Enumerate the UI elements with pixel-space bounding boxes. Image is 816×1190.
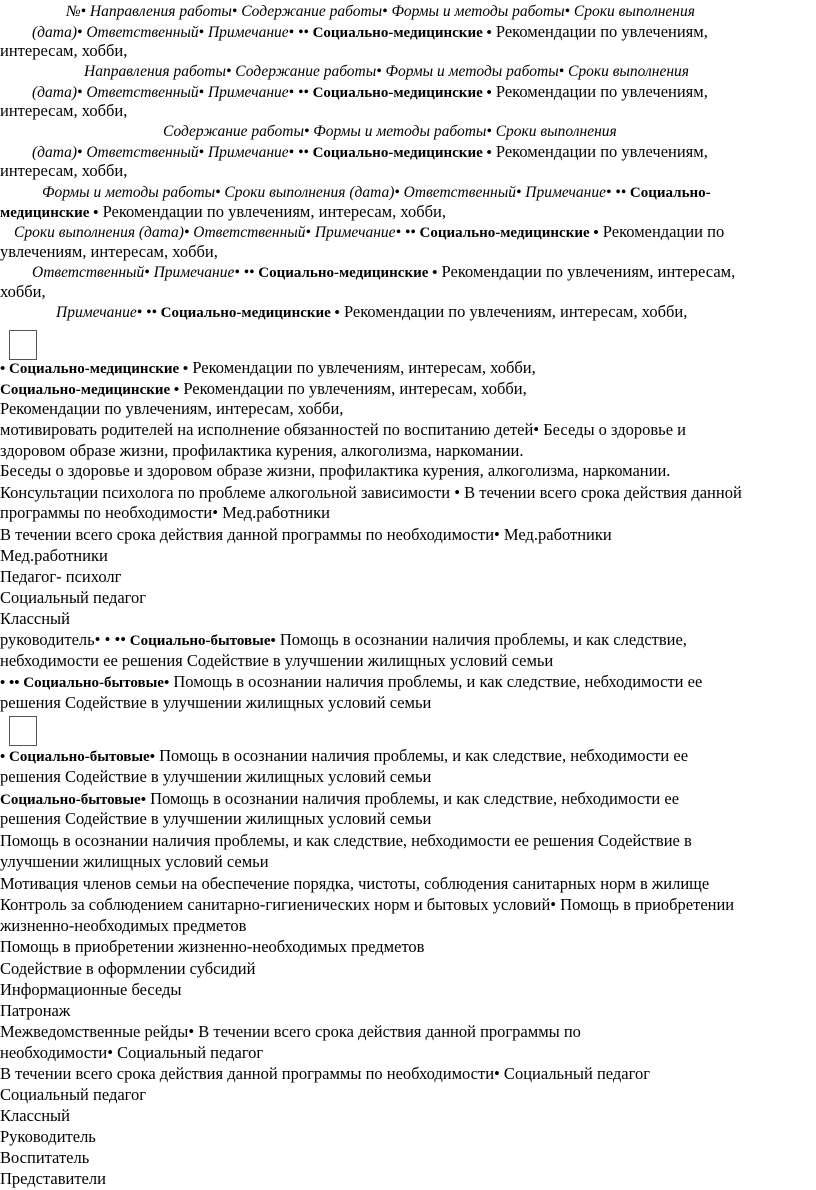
- text-segment: Рекомендации по увлечениям,: [491, 142, 708, 161]
- text-segment: интересам, хобби,: [0, 161, 128, 180]
- text-line: [0, 241, 812, 263]
- text-segment: Социальный педагог: [0, 1085, 147, 1104]
- italic-segment: Формы и методы работы• Сроки выполнения (дата)• Ответственный• Примечание• ••: [42, 184, 627, 201]
- text-line: [0, 398, 812, 420]
- text-line: [0, 545, 812, 567]
- text-segment: программы по необходимости• Мед.работники: [0, 503, 330, 522]
- text-segment: Социальный педагог: [0, 588, 147, 607]
- text-line: [0, 1105, 812, 1127]
- text-line: [0, 587, 812, 609]
- text-segment: Педагог- психолг: [0, 567, 122, 586]
- text-segment: Мед.работники: [0, 546, 108, 565]
- bold-segment: • •• Социально-бытовые•: [0, 675, 170, 691]
- text-line: [0, 830, 812, 852]
- text-line: [0, 502, 812, 524]
- bold-segment: • Социально-бытовые•: [0, 749, 155, 765]
- text-segment: здоровом образе жизни, профилактика курения, алкоголизма, наркомании.: [0, 441, 524, 460]
- text-segment: Беседы о здоровье и здоровом образе жизни, профилактика курения, алкоголизма, наркомании.: [0, 461, 671, 480]
- text-line: [0, 873, 812, 895]
- text-line: [0, 808, 812, 830]
- text-segment: Рекомендации по увлечениям, интересам,: [437, 262, 736, 281]
- text-segment: Помощь в осознании наличия проблемы, и как следствие, небходимости ее: [154, 746, 689, 765]
- text-segment: увлечениям, интересам, хобби,: [0, 242, 218, 261]
- italic-segment: Сроки выполнения (дата)• Ответственный• Примечание• ••: [14, 224, 416, 241]
- text-segment: Консультации психолога по проблеме алкогольной зависимости • В течении всего срока действия данной: [0, 483, 742, 502]
- text-line: [0, 482, 812, 504]
- text-line: [0, 1084, 812, 1106]
- italic-segment: (дата)• Ответственный• Примечание• ••: [32, 24, 309, 41]
- text-line: [0, 100, 812, 122]
- text-segment: решения Содействие в улучшении жилищных условий семьи: [0, 767, 432, 786]
- text-line: [0, 1126, 812, 1148]
- text-line: [0, 160, 812, 182]
- text-segment: хобби,: [0, 282, 46, 301]
- text-segment: Рекомендации по увлечениям, интересам, хобби,: [339, 302, 688, 321]
- text-line: [0, 915, 812, 937]
- text-segment: Контроль за соблюдением санитарно-гигиенических норм и бытовых условий• Помощь в приобретении: [0, 895, 735, 914]
- text-line: [0, 524, 812, 546]
- text-segment: решения Содействие в улучшении жилищных условий семьи: [0, 809, 432, 828]
- bold-segment: Социально-медицинские •: [415, 225, 599, 241]
- text-line: [0, 460, 812, 482]
- bold-segment: медицинские •: [0, 205, 99, 221]
- text-line: [0, 1000, 812, 1022]
- empty-checkbox-1: [9, 330, 37, 360]
- bold-segment: Социально-медицинские •: [254, 265, 438, 281]
- italic-segment: Содержание работы• Формы и методы работы• Сроки выполнения: [163, 123, 617, 140]
- italic-segment: (дата)• Ответственный• Примечание• ••: [32, 144, 309, 161]
- text-line: [0, 650, 812, 672]
- text-segment: Рекомендации по: [598, 222, 725, 241]
- text-line: [0, 958, 812, 980]
- text-segment: Рекомендации по увлечениям,: [491, 82, 708, 101]
- bold-segment: Социально-: [626, 185, 711, 201]
- text-line: [0, 301, 816, 325]
- text-line: [0, 281, 812, 303]
- text-segment: решения Содействие в улучшении жилищных условий семьи: [0, 693, 432, 712]
- text-line: [0, 1147, 812, 1169]
- text-segment: небходимости ее решения Содействие в улучшении жилищных условий семьи: [0, 651, 554, 670]
- text-segment: руководитель• • ••: [0, 630, 127, 649]
- bold-segment: Социально-медицинские •: [0, 382, 180, 398]
- text-line: [0, 766, 812, 788]
- text-segment: Содействие в оформлении субсидий: [0, 959, 256, 978]
- text-line: [0, 851, 812, 873]
- bold-segment: • Социально-медицинские •: [0, 361, 189, 377]
- text-segment: Руководитель: [0, 1127, 96, 1146]
- bold-segment: Социально-медицинские •: [308, 85, 492, 101]
- text-segment: Помощь в осознании наличия проблемы, и как следствие, небходимости ее: [145, 789, 680, 808]
- text-segment: Помощь в осознании наличия проблемы, и как следствие, небходимости ее решения Содействие в: [0, 831, 692, 850]
- bold-segment: Социально-бытовые•: [0, 792, 146, 808]
- text-segment: Рекомендации по увлечениям,: [491, 22, 708, 41]
- text-line: [0, 60, 816, 83]
- text-segment: Информационные беседы: [0, 980, 182, 999]
- text-segment: Рекомендации по увлечениям, интересам, хобби,: [188, 358, 536, 377]
- text-segment: Классный: [0, 609, 70, 628]
- text-segment: Помощь в осознании наличия проблемы, и как следствие, небходимости ее: [169, 672, 703, 691]
- text-segment: В течении всего срока действия данной программы по необходимости• Мед.работники: [0, 525, 612, 544]
- text-segment: В течении всего срока действия данной программы по необходимости• Социальный педагог: [0, 1064, 650, 1083]
- italic-segment: Ответственный• Примечание• ••: [32, 264, 255, 281]
- text-line: [0, 1168, 812, 1190]
- text-segment: интересам, хобби,: [0, 101, 128, 120]
- text-segment: Рекомендации по увлечениям, интересам, хобби,: [179, 379, 527, 398]
- text-segment: Представители: [0, 1169, 106, 1188]
- italic-segment: №• Направления работы• Содержание работы• Формы и методы работы• Сроки выполнения: [66, 3, 695, 20]
- text-line: [0, 440, 812, 462]
- text-line: [0, 979, 812, 1001]
- empty-checkbox-2: [9, 716, 37, 746]
- text-segment: Патронаж: [0, 1001, 71, 1020]
- text-line: [0, 936, 812, 958]
- italic-segment: (дата)• Ответственный• Примечание• ••: [32, 84, 309, 101]
- text-line: [0, 1021, 812, 1043]
- text-segment: Рекомендации по увлечениям, интересам, хобби,: [98, 202, 446, 221]
- bold-segment: Социально-медицинские •: [308, 25, 492, 41]
- bold-segment: Социально-медицинские •: [156, 305, 340, 321]
- text-line: [0, 608, 812, 630]
- text-line: [0, 894, 812, 916]
- text-segment: мотивировать родителей на исполнение обязанностей по воспитанию детей• Беседы о здоровье и: [0, 420, 686, 439]
- text-line: [0, 0, 816, 23]
- text-line: [0, 566, 812, 588]
- text-segment: Рекомендации по увлечениям, интересам, хобби,: [0, 399, 344, 418]
- text-line: [0, 120, 816, 143]
- text-segment: необходимости• Социальный педагог: [0, 1043, 264, 1062]
- text-segment: интересам, хобби,: [0, 41, 128, 60]
- text-line: [0, 1042, 812, 1064]
- bold-segment: Социально-бытовые•: [126, 633, 276, 649]
- text-segment: Воспитатель: [0, 1148, 90, 1167]
- text-segment: улучшении жилищных условий семьи: [0, 852, 269, 871]
- text-segment: Классный: [0, 1106, 70, 1125]
- text-line: [0, 419, 812, 441]
- italic-segment: Примечание• ••: [56, 304, 157, 321]
- text-line: [0, 692, 812, 714]
- text-line: [0, 1063, 812, 1085]
- text-line: [0, 40, 812, 62]
- text-segment: Помощь в приобретении жизненно-необходимых предметов: [0, 937, 425, 956]
- text-segment: жизненно-необходимых предметов: [0, 916, 247, 935]
- text-segment: Межведомственные рейды• В течении всего срока действия данной программы по: [0, 1022, 581, 1041]
- bold-segment: Социально-медицинские •: [308, 145, 492, 161]
- italic-segment: Направления работы• Содержание работы• Формы и методы работы• Сроки выполнения: [84, 63, 690, 80]
- text-segment: Мотивация членов семьи на обеспечение порядка, чистоты, соблюдения санитарных норм в жилище: [0, 874, 710, 893]
- text-segment: Помощь в осознании наличия проблемы, и как следствие,: [275, 630, 687, 649]
